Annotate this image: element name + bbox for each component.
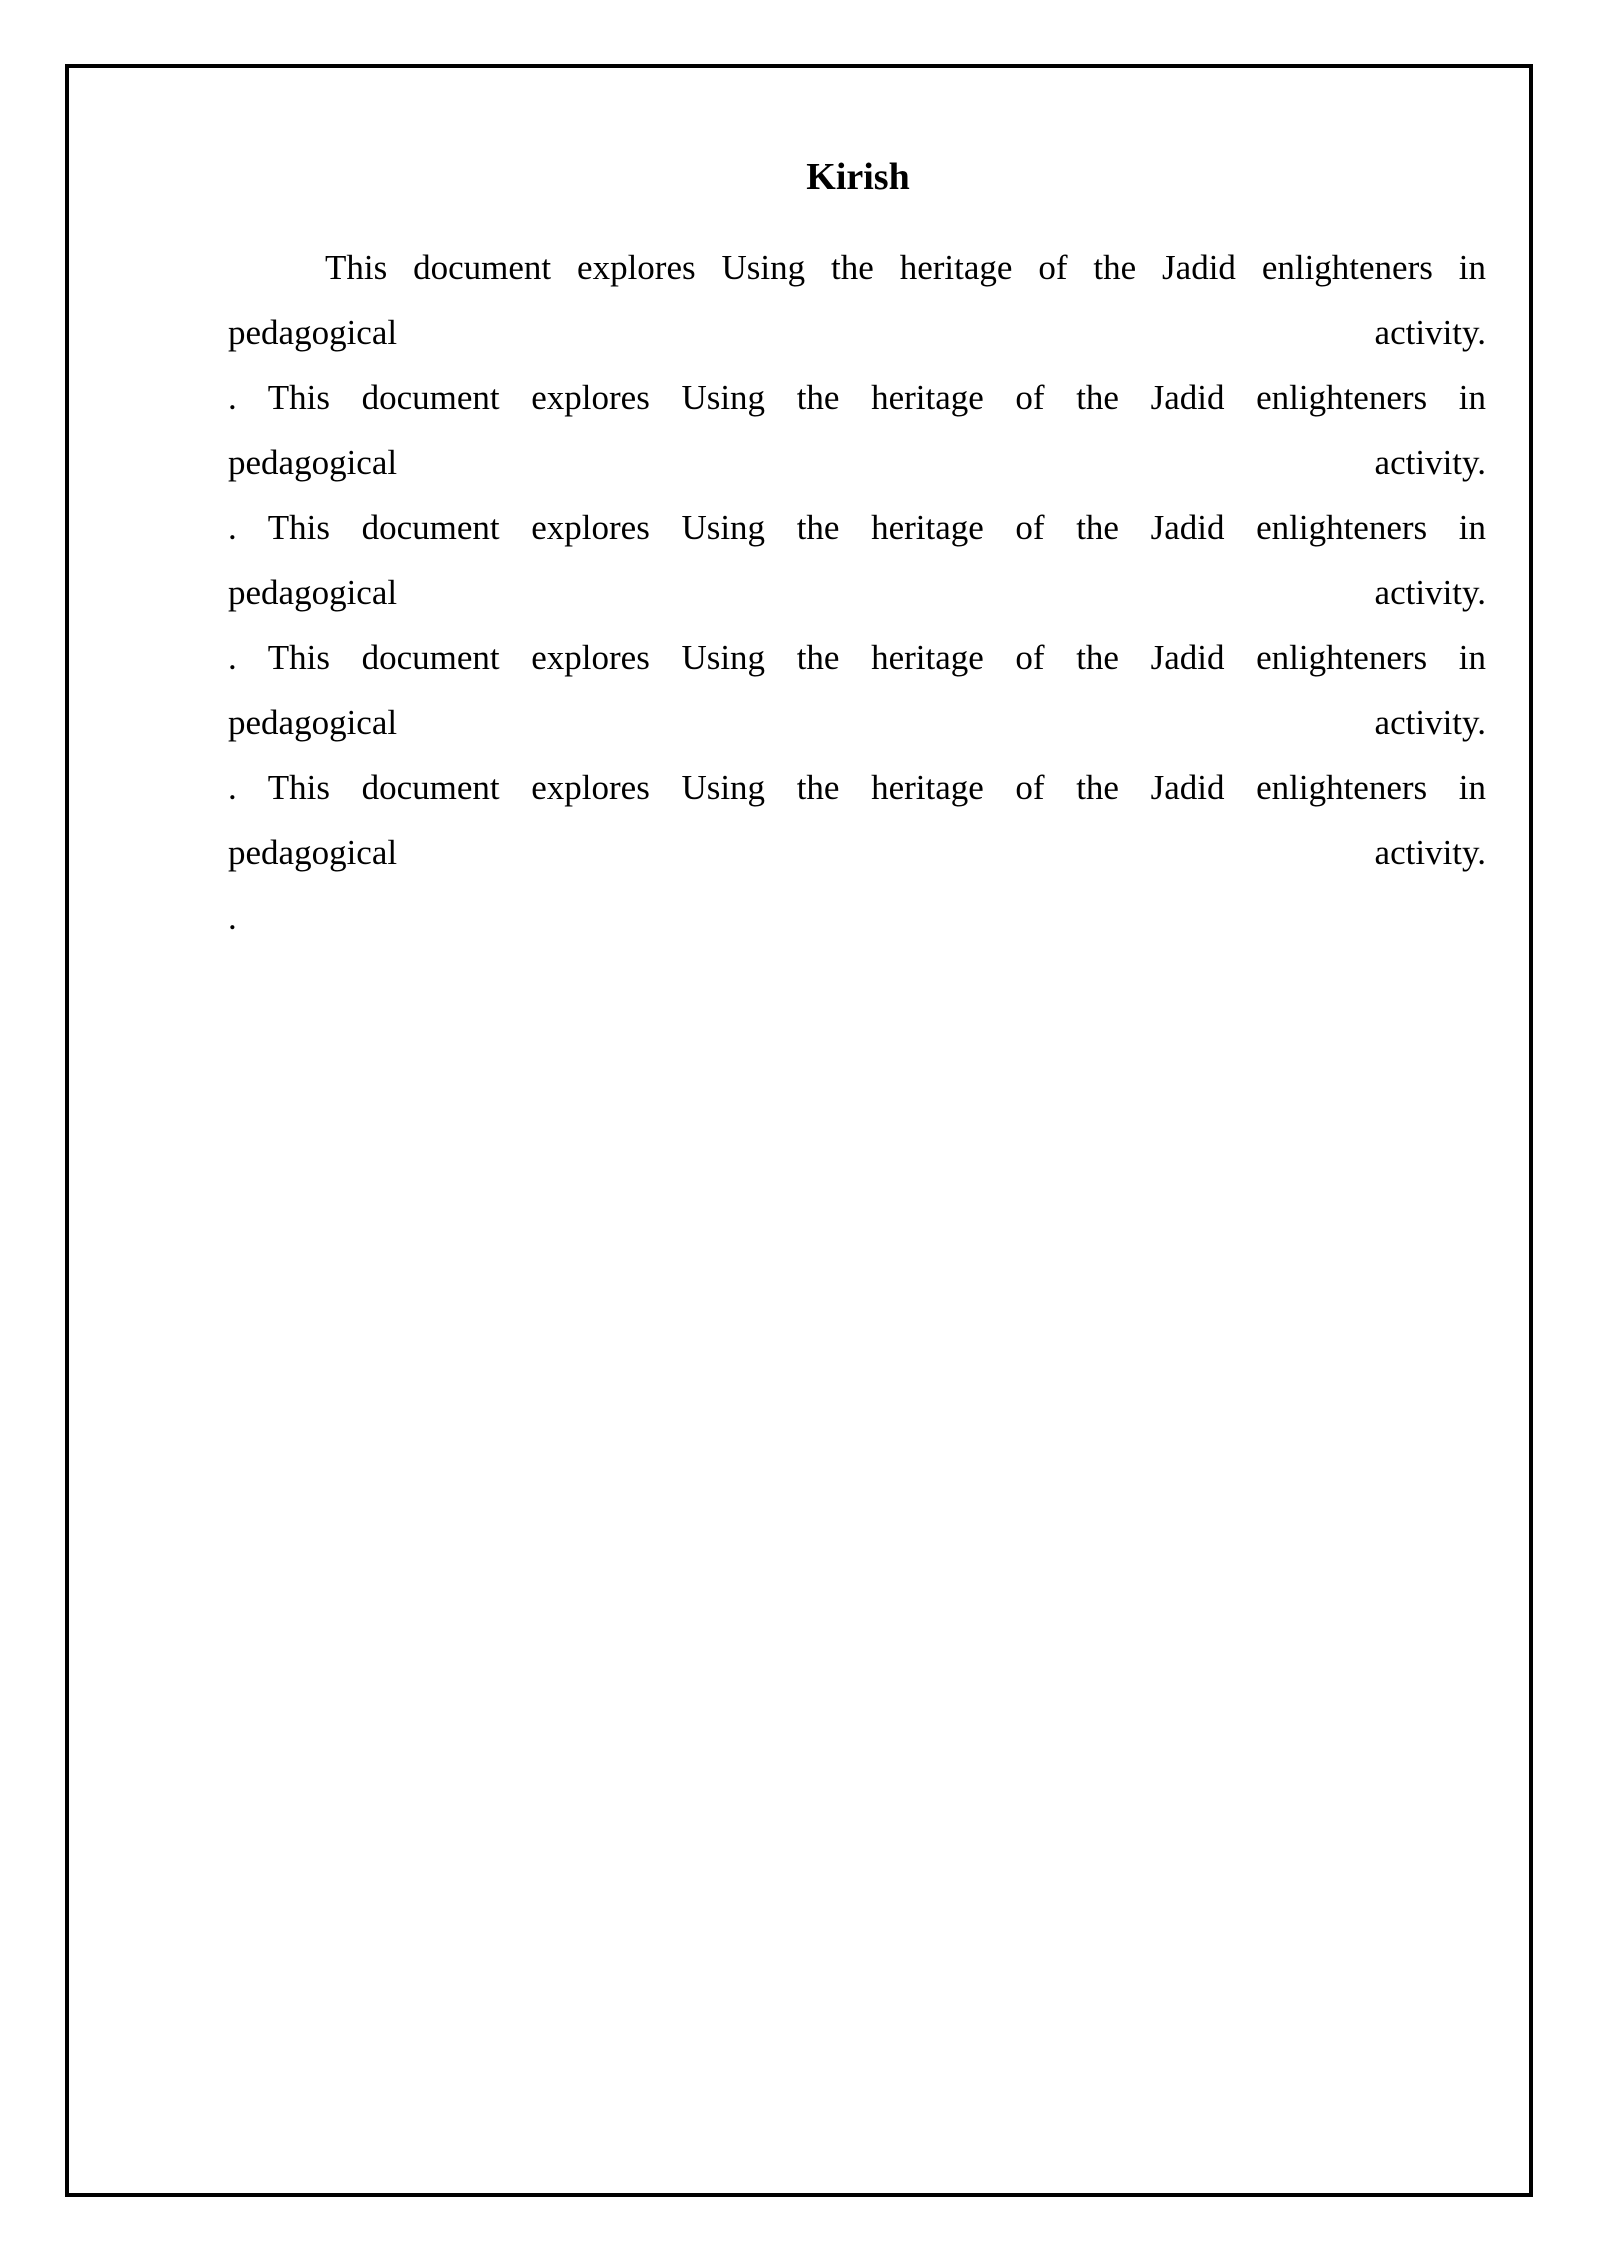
paragraph-line: pedagogical activity. (228, 313, 1486, 352)
body-paragraph (228, 235, 1486, 950)
paragraph-line: . This document explores Using the heritage of the Jadid enlighteners in (228, 378, 1486, 417)
paragraph-line: pedagogical activity. (228, 443, 1486, 482)
paragraph-line: pedagogical activity. (228, 703, 1486, 742)
paragraph-line: pedagogical activity. (228, 573, 1486, 612)
paragraph-line: . (228, 898, 237, 937)
paragraph-line: . This document explores Using the heritage of the Jadid enlighteners in (228, 508, 1486, 547)
paragraph-line: . This document explores Using the heritage of the Jadid enlighteners in (228, 768, 1486, 807)
paragraph-line: . This document explores Using the heritage of the Jadid enlighteners in (228, 638, 1486, 677)
page-title: Kirish (806, 156, 910, 198)
paragraph-line: pedagogical activity. (228, 833, 1486, 872)
paragraph-line: This document explores Using the heritage of the Jadid enlighteners in (325, 248, 1486, 287)
